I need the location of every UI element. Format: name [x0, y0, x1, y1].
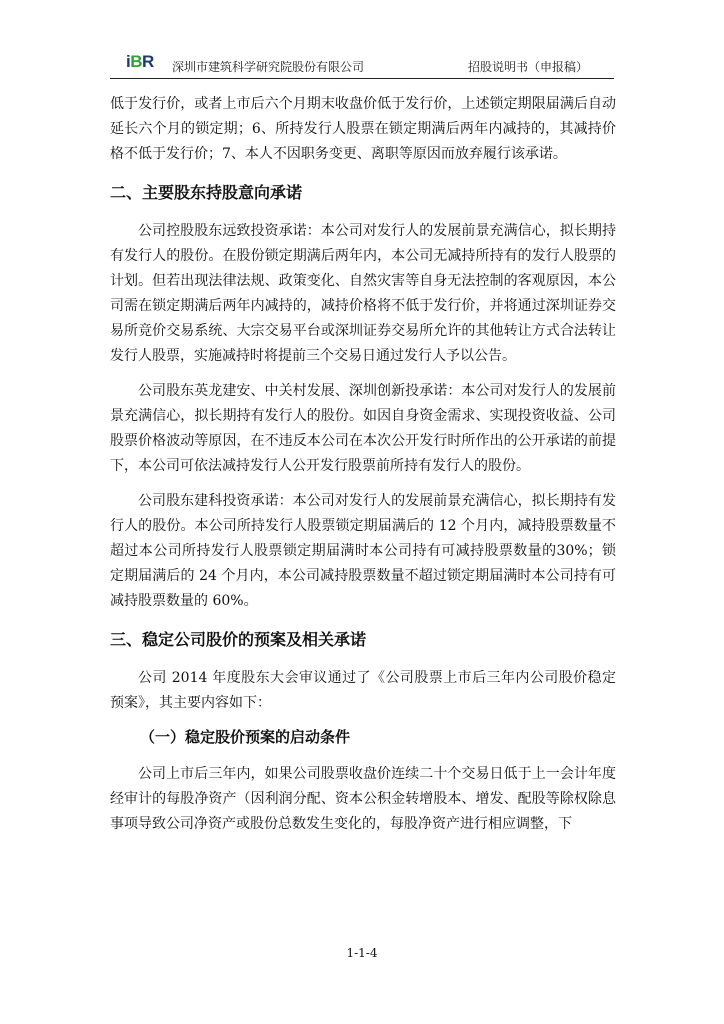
page-number: 1-1-4 [346, 946, 378, 960]
paragraph-jianke-commitment: 公司股东建科投资承诺：本公司对发行人的发展前景充满信心，拟长期持有发行人的股份。本公司所持发行人股票锁定期届满后的 12 个月内，减持股票数量不超过本公司所持发行人股票锁定期届满时本公司持有可减持股票数量的30%；锁定期届满后的 24 个月内，本公司减持股票数量不超过锁定期届满时本公司持有可减持股票数量的 60%。 [110, 493, 616, 609]
section-3-title: 三、稳定公司股价的预案及相关承诺 [110, 630, 367, 649]
paragraph-yinglong-commitment: 公司股东英龙建安、中关村发展、深圳创新投承诺：本公司对发行人的发展前景充满信心，拟长期持有发行人的股份。如因自身资金需求、实现投资收益、公司股票价格波动等原因，在不违反本公司在本次公开发行时所作出的公开承诺的前提下，本公司可依法减持发行人公开发行股票前所持有发行人的股份。 [110, 383, 616, 474]
subsection-1-title: （一）稳定股价预案的启动条件 [140, 728, 351, 746]
company-name: 深圳市建筑科学研究院股份有限公司 [172, 60, 365, 74]
page-content [110, 92, 616, 837]
ibr-logo: iBR [126, 52, 154, 71]
section-2-title: 二、主要股东持股意向承诺 [110, 183, 303, 202]
paragraph-trigger-conditions: 公司上市后三年内，如果公司股票收盘价连续二十个交易日低于上一会计年度经审计的每股净资产（因利润分配、资本公积金转增股本、增发、配股等除权除息事项导致公司净资产或股份总数发生变化的，每股净资产进行相应调整，下 [110, 766, 616, 832]
paragraph-2014-meeting: 公司 2014 年度股东大会审议通过了《公司股票上市后三年内公司股价稳定预案》，其主要内容如下： [110, 670, 616, 711]
paragraph-yuanzhi-commitment: 公司控股股东远致投资承诺：本公司对发行人的发展前景充满信心，拟长期持有发行人的股份。在股份锁定期满后两年内，本公司无减持所持有的发行人股票的计划。但若出现法律法规、政策变化、自然灾害等自身无法控制的客观原因，本公司需在锁定期满后两年内减持的，减持价格将不低于发行价，并将通过深圳证券交易所竞价交易系统、大宗交易平台或深圳证券交易所允许的其他转让方式合法转让发行人股票，实施减持时将提前三个交易日通过发行人予以公告。 [110, 223, 616, 364]
page-header [110, 50, 614, 79]
paragraph-continued: 低于发行价，或者上市后六个月期末收盘价低于发行价，上述锁定期限届满后自动延长六个月的锁定期；6、所持发行人股票在锁定期满后两年内减持的，其减持价格不低于发行价；7、本人不因职务变更、离职等原因而放弃履行该承诺。 [110, 96, 616, 162]
document-type: 招股说明书（申报稿） [467, 60, 588, 74]
